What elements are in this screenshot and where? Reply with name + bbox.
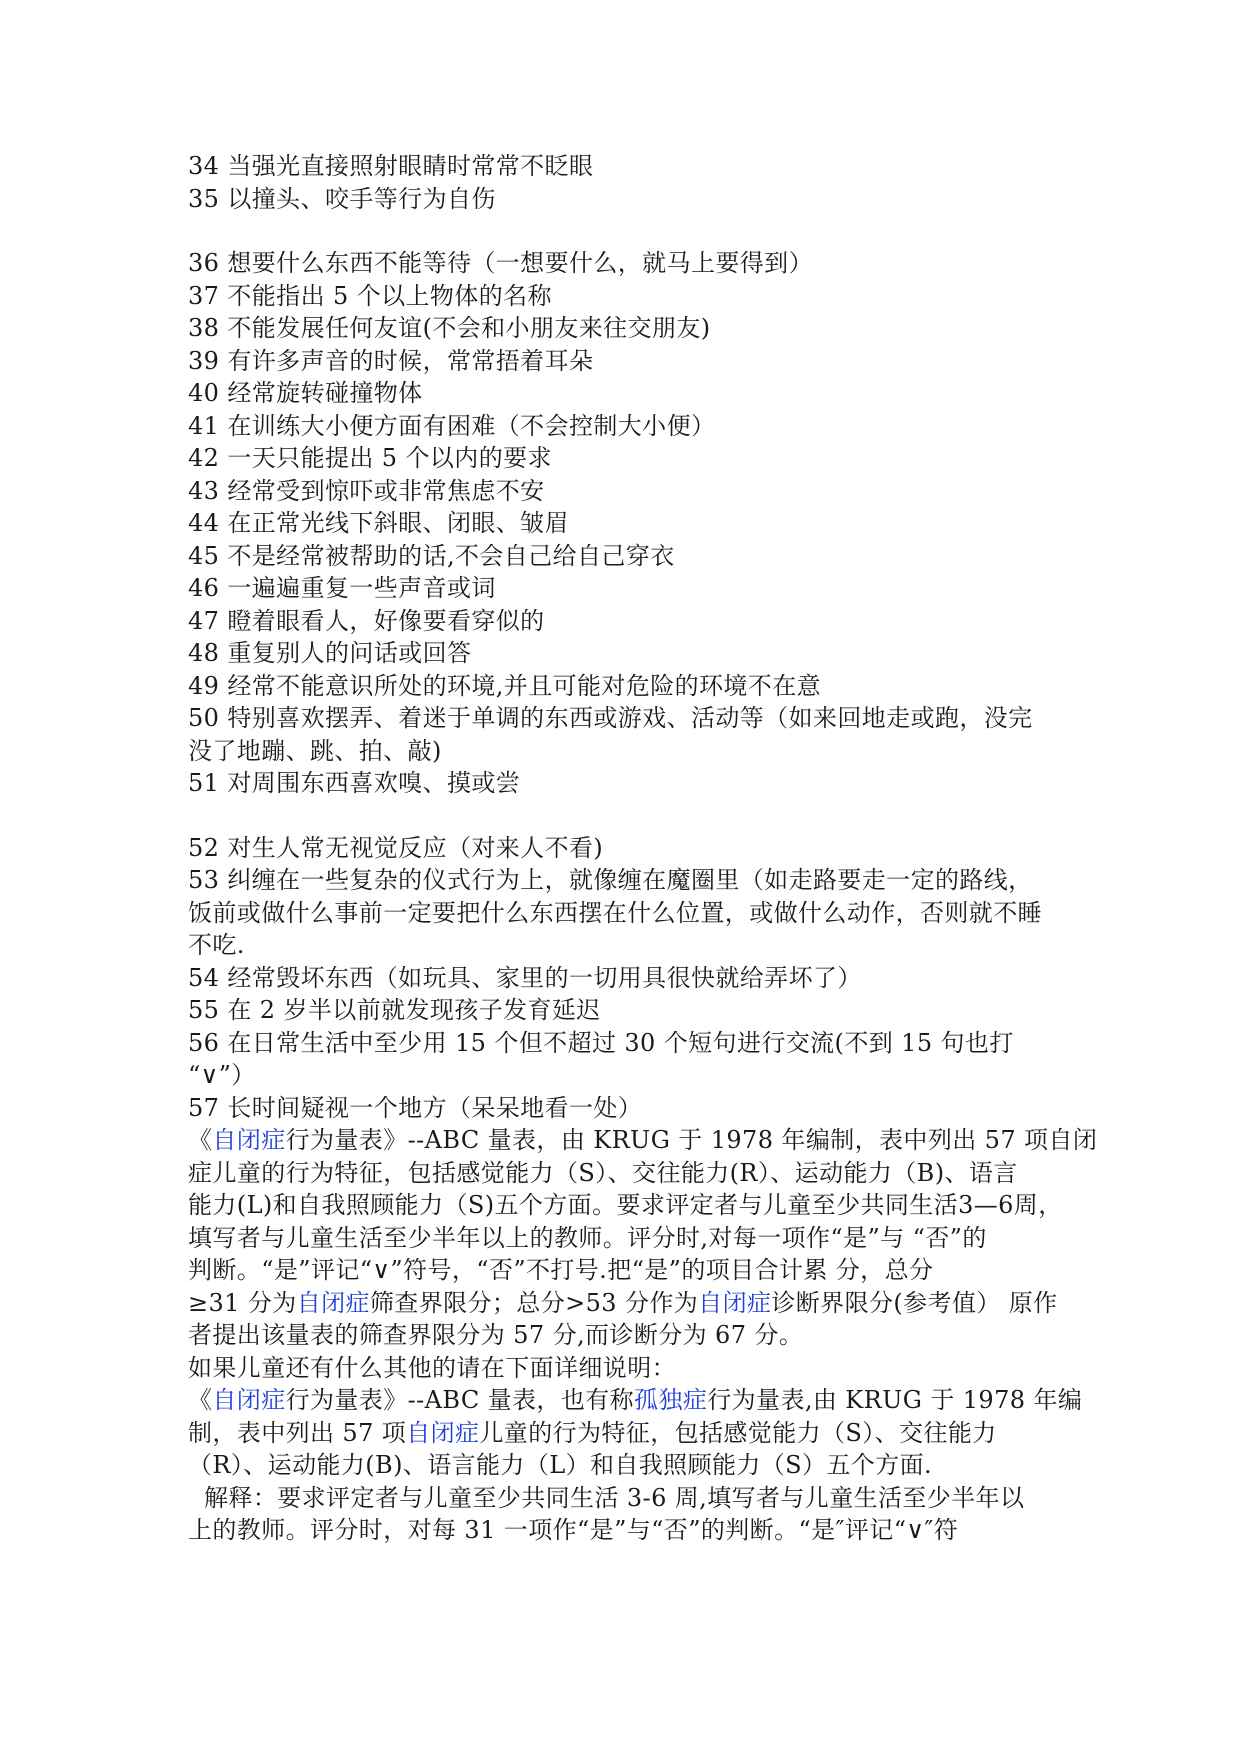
description-paragraph-1: [188, 1124, 1098, 1352]
list-item-continuation: 没了地蹦、跳、拍、敲): [188, 736, 442, 765]
list-item: 43 经常受到惊吓或非常焦虑不安: [188, 476, 545, 505]
list-item: 46 一遍遍重复一些声音或词: [188, 574, 496, 602]
paragraph-line: 能力(L)和自我照顾能力（S)五个方面。要求评定者与儿童至少共同生活3—6周，: [188, 1191, 1063, 1219]
list-item: 47 瞪着眼看人，好像要看穿似的: [188, 606, 545, 635]
autism-link[interactable]: 自闭症: [296, 1288, 370, 1317]
list-item: 48 重复别人的问话或回答: [188, 639, 472, 667]
document-body: [188, 150, 1098, 1547]
paragraph-line: [188, 1384, 1083, 1417]
text-span: 筛查界限分；总分>53 分作为: [369, 1288, 699, 1317]
list-item: 44 在正常光线下斜眼、闭眼、皱眉: [188, 509, 569, 537]
autism-link[interactable]: 自闭症: [698, 1288, 772, 1317]
blank-line: [188, 215, 1068, 247]
text-span: 儿童的行为特征，包括感觉能力（S）、交往能力: [479, 1418, 997, 1447]
text-span: 行为量表》--ABC 量表，也有称: [285, 1386, 635, 1414]
items-group-c: [188, 832, 1068, 1125]
list-item-continuation: 不吃.: [188, 931, 245, 959]
text-span: 诊断界限分(参考值） 原作: [771, 1288, 1058, 1317]
list-item: 39 有许多声音的时候，常常捂着耳朵: [188, 346, 594, 375]
list-item: 42 一天只能提出 5 个以内的要求: [188, 444, 552, 472]
paragraph-line: 上的教师。评分时，对每 31 一项作“是”与“否”的判断。“是″评记“∨″符: [188, 1516, 959, 1544]
list-item-continuation: 饭前或做什么事前一定要把什么东西摆在什么位置，或做什么动作，否则就不睡: [188, 898, 1042, 927]
paragraph-line: 填写者与儿童生活至少半年以上的教师。评分时,对每一项作“是”与 “否”的: [188, 1223, 987, 1252]
list-item: 49 经常不能意识所处的环境,并且可能对危险的环境不在意: [188, 671, 821, 700]
paragraph-line: 判断。“是”评记“∨”符号，“否”不打号.把“是”的项目合计累 分，总分: [188, 1256, 934, 1284]
solitude-disorder-link[interactable]: 孤独症: [634, 1386, 708, 1414]
autism-link[interactable]: 自闭症: [212, 1386, 286, 1414]
paragraph-line: [188, 1124, 1098, 1157]
paragraph-line: 症儿童的行为特征，包括感觉能力（S）、交往能力(R）、运动能力（B)、语言: [188, 1158, 1018, 1187]
text-span: 行为量表,由 KRUG 于 1978 年编: [707, 1386, 1083, 1414]
list-item: 41 在训练大小便方面有困难（不会控制大小便）: [188, 411, 716, 440]
list-item: 40 经常旋转碰撞物体: [188, 379, 423, 407]
list-item: 37 不能指出 5 个以上物体的名称: [188, 281, 552, 310]
text-span: ≥31 分为: [188, 1288, 297, 1317]
list-item: 34 当强光直接照射眼睛时常常不眨眼: [188, 152, 594, 180]
autism-link[interactable]: 自闭症: [212, 1126, 286, 1154]
text-span: 行为量表》--ABC 量表，由 KRUG 于 1978 年编制，表中列出 57 项自闭: [285, 1126, 1098, 1154]
list-item: 35 以撞头、咬手等行为自伤: [188, 184, 496, 213]
list-item: 52 对生人常无视觉反应（对来人不看): [188, 833, 604, 862]
paragraph-line: [188, 1417, 1068, 1450]
items-group-a: [188, 150, 1068, 215]
list-item: 54 经常毁坏东西（如玩具、家里的一切用具很快就给弄坏了）: [188, 963, 862, 992]
list-item: 56 在日常生活中至少用 15 个但不超过 30 个短句进行交流(不到 15 句也打: [188, 1028, 1014, 1057]
text-span: 《: [188, 1126, 213, 1154]
description-paragraph-2: [188, 1384, 1083, 1547]
list-item: 53 纠缠在一些复杂的仪式行为上，就像缠在魔圈里（如走路要走一定的路线，: [188, 866, 1033, 894]
items-group-b: [188, 247, 1068, 800]
list-item: 36 想要什么东西不能等待（一想要什么，就马上要得到）: [188, 249, 813, 277]
paragraph-line: （R）、运动能力(B)、语言能力（L）和自我照顾能力（S）五个方面.: [188, 1451, 933, 1479]
text-span: 制，表中列出 57 项: [188, 1418, 407, 1447]
list-item: 45 不是经常被帮助的话,不会自己给自己穿衣: [188, 541, 675, 570]
paragraph-line: 者提出该量表的筛查界限分为 57 分,而诊断分为 67 分。: [188, 1321, 804, 1349]
list-item: 51 对周围东西喜欢嗅、摸或尝: [188, 769, 521, 797]
autism-link[interactable]: 自闭症: [406, 1418, 480, 1447]
blank-line: [188, 800, 1068, 832]
list-item: 50 特别喜欢摆弄、着迷于单调的东西或游戏、活动等（如来回地走或跑，没完: [188, 704, 1033, 732]
list-item: 38 不能发展任何友谊(不会和小朋友来往交朋友): [188, 314, 711, 342]
paragraph-line: 解释：要求评定者与儿童至少共同生活 3-6 周,填写者与儿童生活至少半年以: [188, 1483, 1025, 1512]
paragraph-line: [188, 1287, 1068, 1320]
text-span: 《: [188, 1386, 213, 1414]
list-item: 55 在 2 岁半以前就发现孩子发育延迟: [188, 996, 601, 1024]
note-line: 如果儿童还有什么其他的请在下面详细说明：: [188, 1353, 676, 1382]
list-item-continuation: “∨”）: [188, 1061, 256, 1089]
list-item: 57 长时间疑视一个地方（呆呆地看一处）: [188, 1093, 643, 1122]
